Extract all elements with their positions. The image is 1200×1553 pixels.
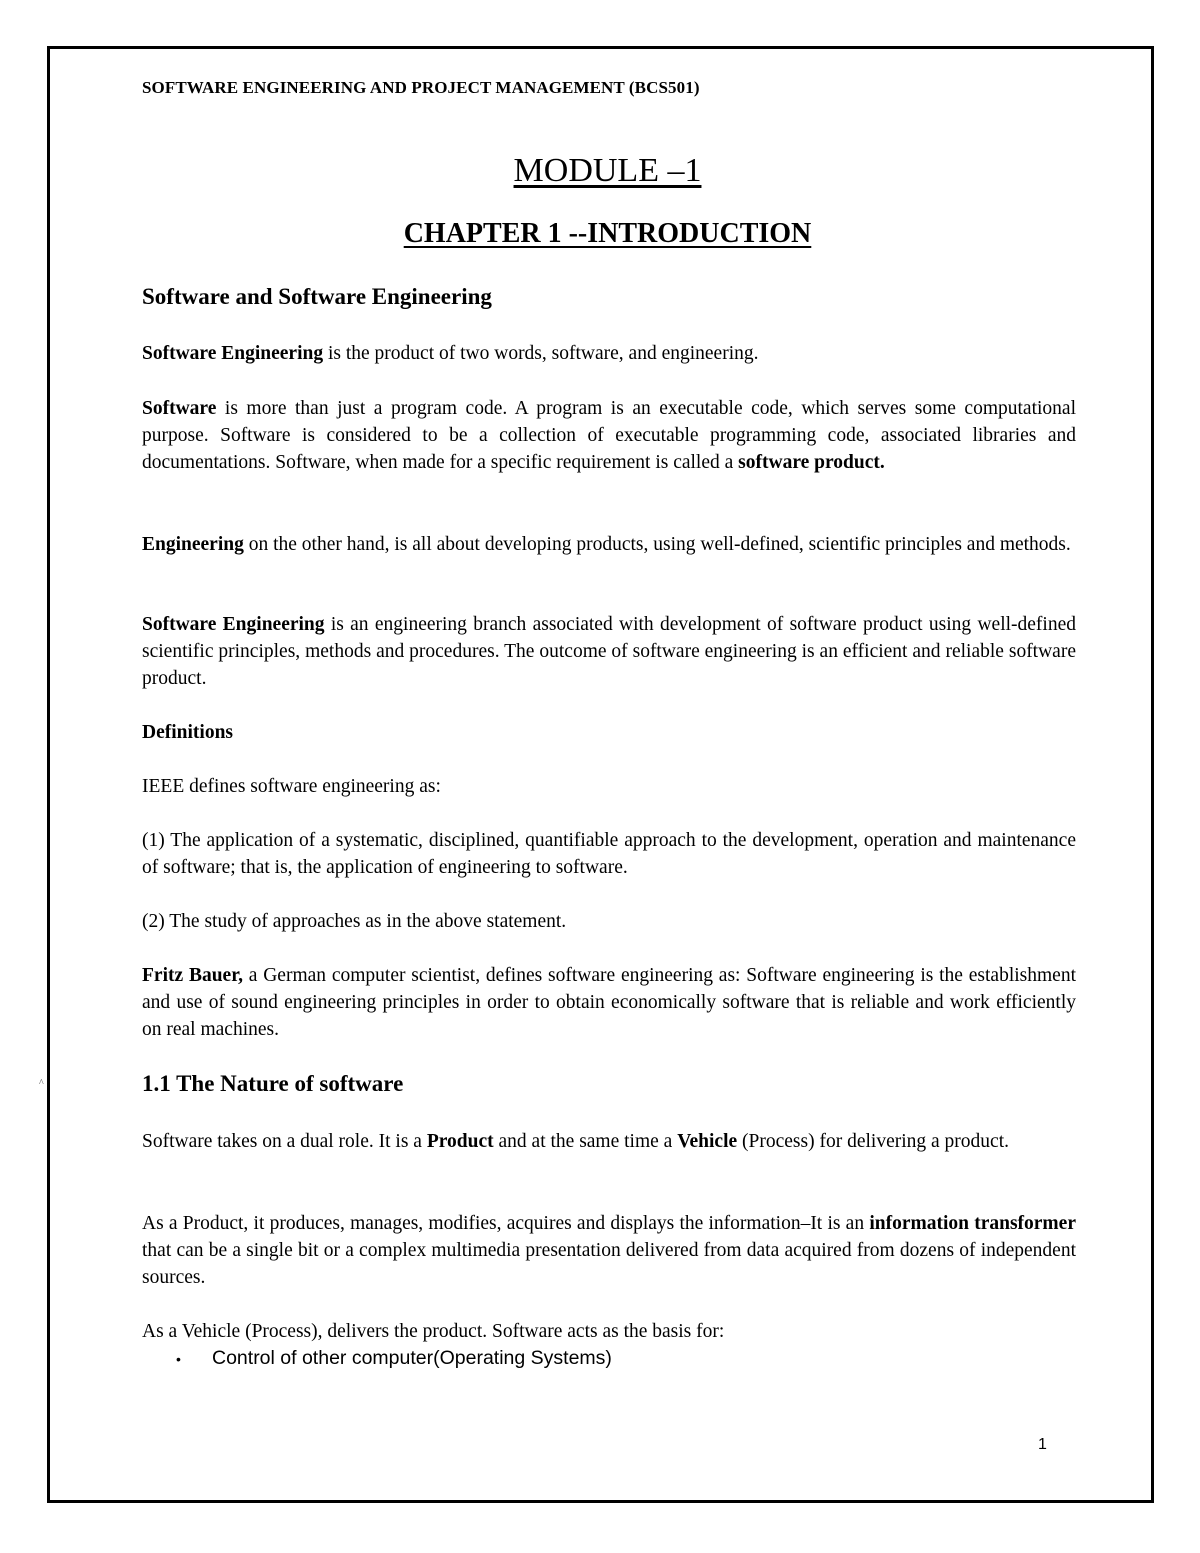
paragraph-as-vehicle: As a Vehicle (Process), delivers the product. Software acts as the basis for:: [142, 1321, 725, 1342]
bold-term: Software: [142, 398, 217, 419]
bold-term: Vehicle: [677, 1131, 738, 1152]
paragraph-definition-1: (1) The application of a systematic, disciplined, quantifiable approach to the development, operation and maintenance of software; that is, the application of engineering to software.: [142, 830, 1076, 878]
bold-term: Product: [426, 1131, 494, 1152]
margin-mark: ^: [39, 1078, 44, 1089]
bold-term: Software Engineering: [142, 614, 325, 635]
bold-term: information transformer: [869, 1213, 1076, 1234]
paragraph-text: that can be a single bit or a complex multimedia presentation delivered from data acquired from dozens of independent sources.: [142, 1240, 1076, 1288]
section-heading-software: Software and Software Engineering: [142, 284, 492, 309]
paragraph-as-product: [142, 1210, 1076, 1291]
definitions-heading: Definitions: [142, 722, 234, 743]
bold-term: software product.: [738, 452, 885, 473]
paragraph-text: is more than just a program code. A program is an executable code, which serves some computational purpose. Software is considered to be a collection of executable programming code, associated libraries and documentations. Software, when made for a specific requirement is called a: [142, 398, 1076, 473]
paragraph-ieee-intro: IEEE defines software engineering as:: [142, 776, 441, 797]
course-header: SOFTWARE ENGINEERING AND PROJECT MANAGEMENT (BCS501): [142, 78, 700, 97]
bullet-icon: •: [176, 1351, 181, 1367]
paragraph-se-definition: [142, 340, 1076, 367]
paragraph-text: Software takes on a dual role. It is a: [142, 1131, 427, 1152]
paragraph-text: As a Product, it produces, manages, modifies, acquires and displays the information–It is an: [142, 1213, 870, 1234]
section-heading-nature: 1.1 The Nature of software: [142, 1071, 404, 1096]
paragraph-text: is an engineering branch associated with development of software product using well-defined scientific principles, methods and procedures. The outcome of software engineering is an efficient and reliable software product.: [142, 614, 1076, 689]
list-item-text: Control of other computer(Operating Systems): [212, 1347, 612, 1369]
paragraph-dual-role: [142, 1128, 1062, 1155]
paragraph-engineering: [142, 531, 1076, 558]
list-item: [142, 1345, 1076, 1373]
paragraph-text: is the product of two words, software, and engineering.: [323, 343, 759, 364]
bold-term: Engineering: [142, 534, 244, 555]
paragraph-text: a German computer scientist, defines software engineering as: Software engineering is the establishment and use of sound engineering principles in order to obtain economically software that is reliable and work efficiently on real machines.: [142, 965, 1077, 1040]
paragraph-text: and at the same time a: [493, 1131, 678, 1152]
paragraph-fritz-bauer: [142, 962, 1076, 1043]
bullet-list: [142, 1345, 1076, 1373]
chapter-title: CHAPTER 1 --INTRODUCTION: [403, 218, 812, 249]
paragraph-software-engineering: [142, 611, 1076, 692]
paragraph-definition-2: (2) The study of approaches as in the above statement.: [142, 911, 567, 932]
paragraph-software: [142, 395, 1076, 476]
bold-term: Software Engineering: [142, 343, 324, 364]
paragraph-text: (Process) for delivering a product.: [737, 1131, 1009, 1152]
paragraph-text: on the other hand, is all about developing products, using well-defined, scientific principles and methods.: [243, 534, 1071, 555]
page-number: 1: [1038, 1436, 1047, 1453]
bold-term: Fritz Bauer,: [142, 965, 243, 986]
module-title: MODULE –1: [513, 152, 702, 189]
